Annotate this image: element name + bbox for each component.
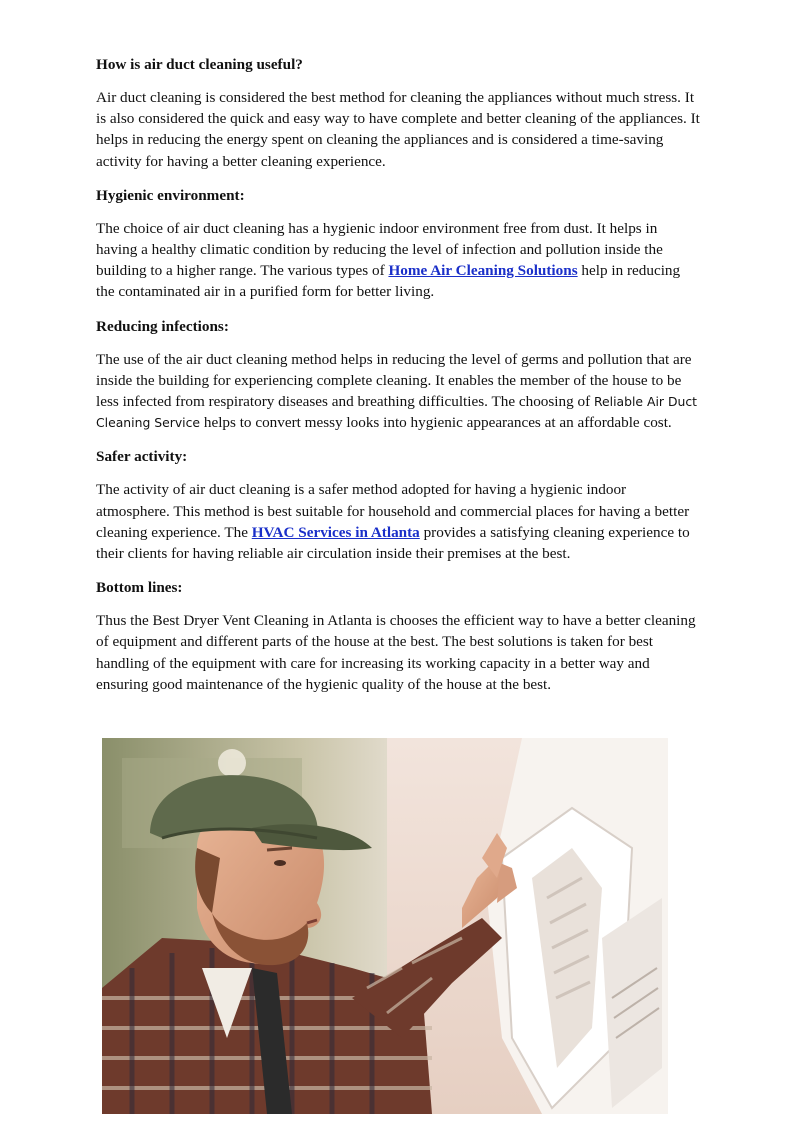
- section-heading-bottom-lines: Bottom lines:: [96, 579, 183, 597]
- technician-photo: [102, 738, 668, 1114]
- reliable-service-text: Reliable Air Duct Cleaning Service: [96, 394, 698, 431]
- paragraph-safer-text-before: The activity of air duct cleaning is a safer method adopted for having a hygienic indoor atmosphere. This method is best suitable for household and commercial places for having a better cleaning experience. The: [96, 481, 690, 541]
- paragraph-bottom-lines: Thus the Best Dryer Vent Cleaning in Atlanta is chooses the efficient way to have a better cleaning of equipment and different parts of the house at the best. The best solutions is taken for best handling of the equipment with care for increasing its working capacity in a better way and ensuring good maintenance of the hygienic quality of the house at the best.: [96, 612, 696, 693]
- section-heading-usefulness: How is air duct cleaning useful?: [96, 56, 303, 73]
- hvac-services-link[interactable]: HVAC Services in Atlanta: [251, 523, 420, 541]
- home-air-cleaning-link[interactable]: Home Air Cleaning Solutions: [388, 262, 578, 280]
- paragraph-hygienic: [96, 218, 700, 303]
- paragraph-hygienic-text-before: The choice of air duct cleaning has a hygienic indoor environment free from dust. It helps in having a healthy climatic condition by reducing the level of infection and pollution inside the building to a higher range. The various types of: [96, 219, 663, 280]
- paragraph-infections-text-after: helps to convert messy looks into hygienic appearances at an affordable cost.: [200, 414, 672, 432]
- section-heading-safer: Safer activity:: [96, 448, 188, 466]
- section-heading-hygienic: Hygienic environment:: [96, 186, 245, 204]
- paragraph-usefulness: Air duct cleaning is considered the best method for cleaning the appliances without much stress. It is also considered the quick and easy way to have complete and better cleaning of the appliances. It helps in reducing the energy spent on cleaning the appliances and is considered a time-saving activity for having a better cleaning experience.: [96, 89, 700, 170]
- section-heading-infections: Reducing infections:: [96, 317, 229, 335]
- paragraph-safer-text-after: provides a satisfying cleaning experience to their clients for having reliable air circulation inside their premises at the best.: [96, 523, 690, 563]
- air-conditioner-unit: [487, 738, 668, 1114]
- technician-illustration: [102, 738, 668, 1114]
- paragraph-infections: [96, 349, 700, 434]
- paragraph-infections-text-before: The use of the air duct cleaning method helps in reducing the level of germs and pollution that are inside the building for experiencing complete cleaning. It enables the member of the house to be less infected from respiratory diseases and breathing difficulties. The choosing of: [96, 350, 692, 411]
- paragraph-safer: [96, 479, 700, 564]
- paragraph-hygienic-text-after: help in reducing the contaminated air in a purified form for better living.: [96, 262, 681, 301]
- document-body: [96, 54, 700, 708]
